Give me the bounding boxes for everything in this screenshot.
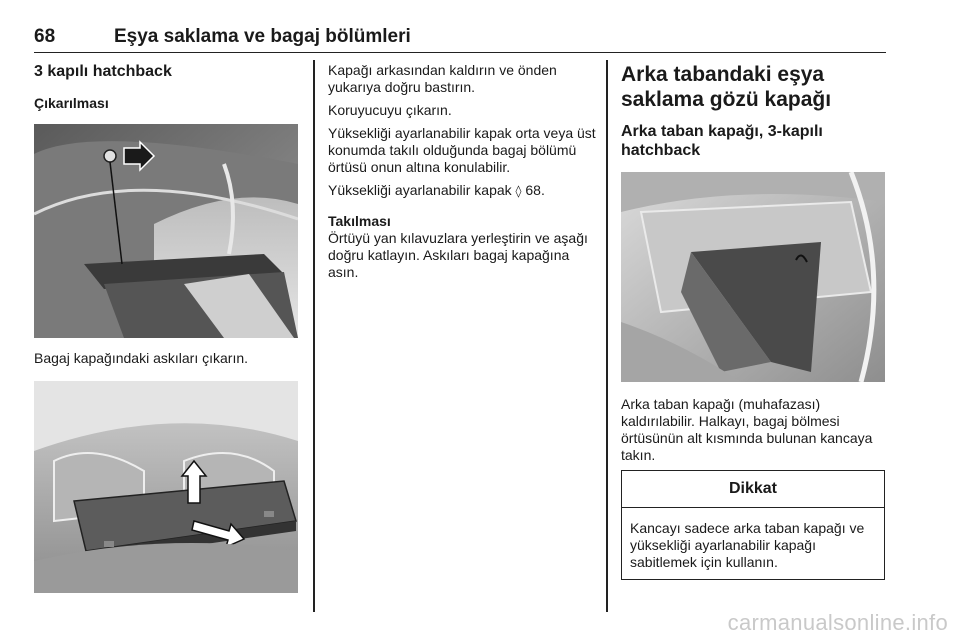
tailgate-hinge-illustration bbox=[34, 124, 298, 338]
paragraph-install: Örtüyü yan kılavuzlara yerleştirin ve aşağı doğru katlayın. Askıları bagaj kapağına asın. bbox=[328, 230, 588, 280]
storage-cover-subtitle: Arka taban kapağı, 3-kapılı hatchback bbox=[621, 123, 823, 159]
header-title: Eşya saklama ve bagaj bölümleri bbox=[114, 26, 411, 47]
column-2 bbox=[328, 62, 596, 281]
reference-text: Yüksekliği ayarlanabilir kapak bbox=[328, 182, 512, 198]
remove-straps-caption: Bagaj kapağındaki askıları çıkarın. bbox=[34, 350, 249, 366]
page-reference-icon: ◊ bbox=[515, 184, 522, 198]
page-number: 68 bbox=[34, 26, 56, 47]
notice-box bbox=[621, 470, 885, 580]
install-heading: Takılması bbox=[328, 213, 391, 229]
cargo-cover-illustration bbox=[34, 381, 298, 593]
floor-cover-illustration bbox=[621, 172, 885, 382]
page-header bbox=[34, 26, 886, 53]
column-divider-1 bbox=[313, 60, 315, 612]
paragraph-adjustable-floor: Yüksekliği ayarlanabilir kapak orta veya üst konumda takılı olduğunda bagaj bölümü örtüsü onun altına konulabilir. bbox=[328, 125, 596, 175]
paragraph-lift-cover: Kapağı arkasından kaldırın ve önden yukarıya doğru bastırın. bbox=[328, 62, 557, 95]
column-1 bbox=[34, 62, 298, 593]
notice-text: Kancayı sadece arka taban kapağı ve yüksekliği ayarlanabilir kapağı sabitlemek için kullanın. bbox=[630, 520, 865, 570]
section-title: 3 kapılı hatchback bbox=[34, 63, 172, 80]
column-3 bbox=[621, 62, 885, 580]
notice-title: Dikkat bbox=[622, 471, 884, 508]
paragraph-reference bbox=[328, 182, 596, 200]
paragraph-floor-cover: Arka taban kapağı (muhafazası) kaldırılabilir. Halkayı, bagaj bölmesi örtüsünün alt kısmında bulunan kancaya takın. bbox=[621, 396, 873, 463]
storage-cover-title: Arka tabandaki eşya saklama gözü kapağı bbox=[621, 63, 832, 111]
column-divider-2 bbox=[606, 60, 608, 612]
paragraph-remove-protector: Koruyucuyu çıkarın. bbox=[328, 102, 452, 118]
reference-page[interactable]: 68. bbox=[525, 182, 545, 198]
removal-heading: Çıkarılması bbox=[34, 95, 109, 111]
watermark: carmanualsonline.info bbox=[727, 610, 948, 635]
